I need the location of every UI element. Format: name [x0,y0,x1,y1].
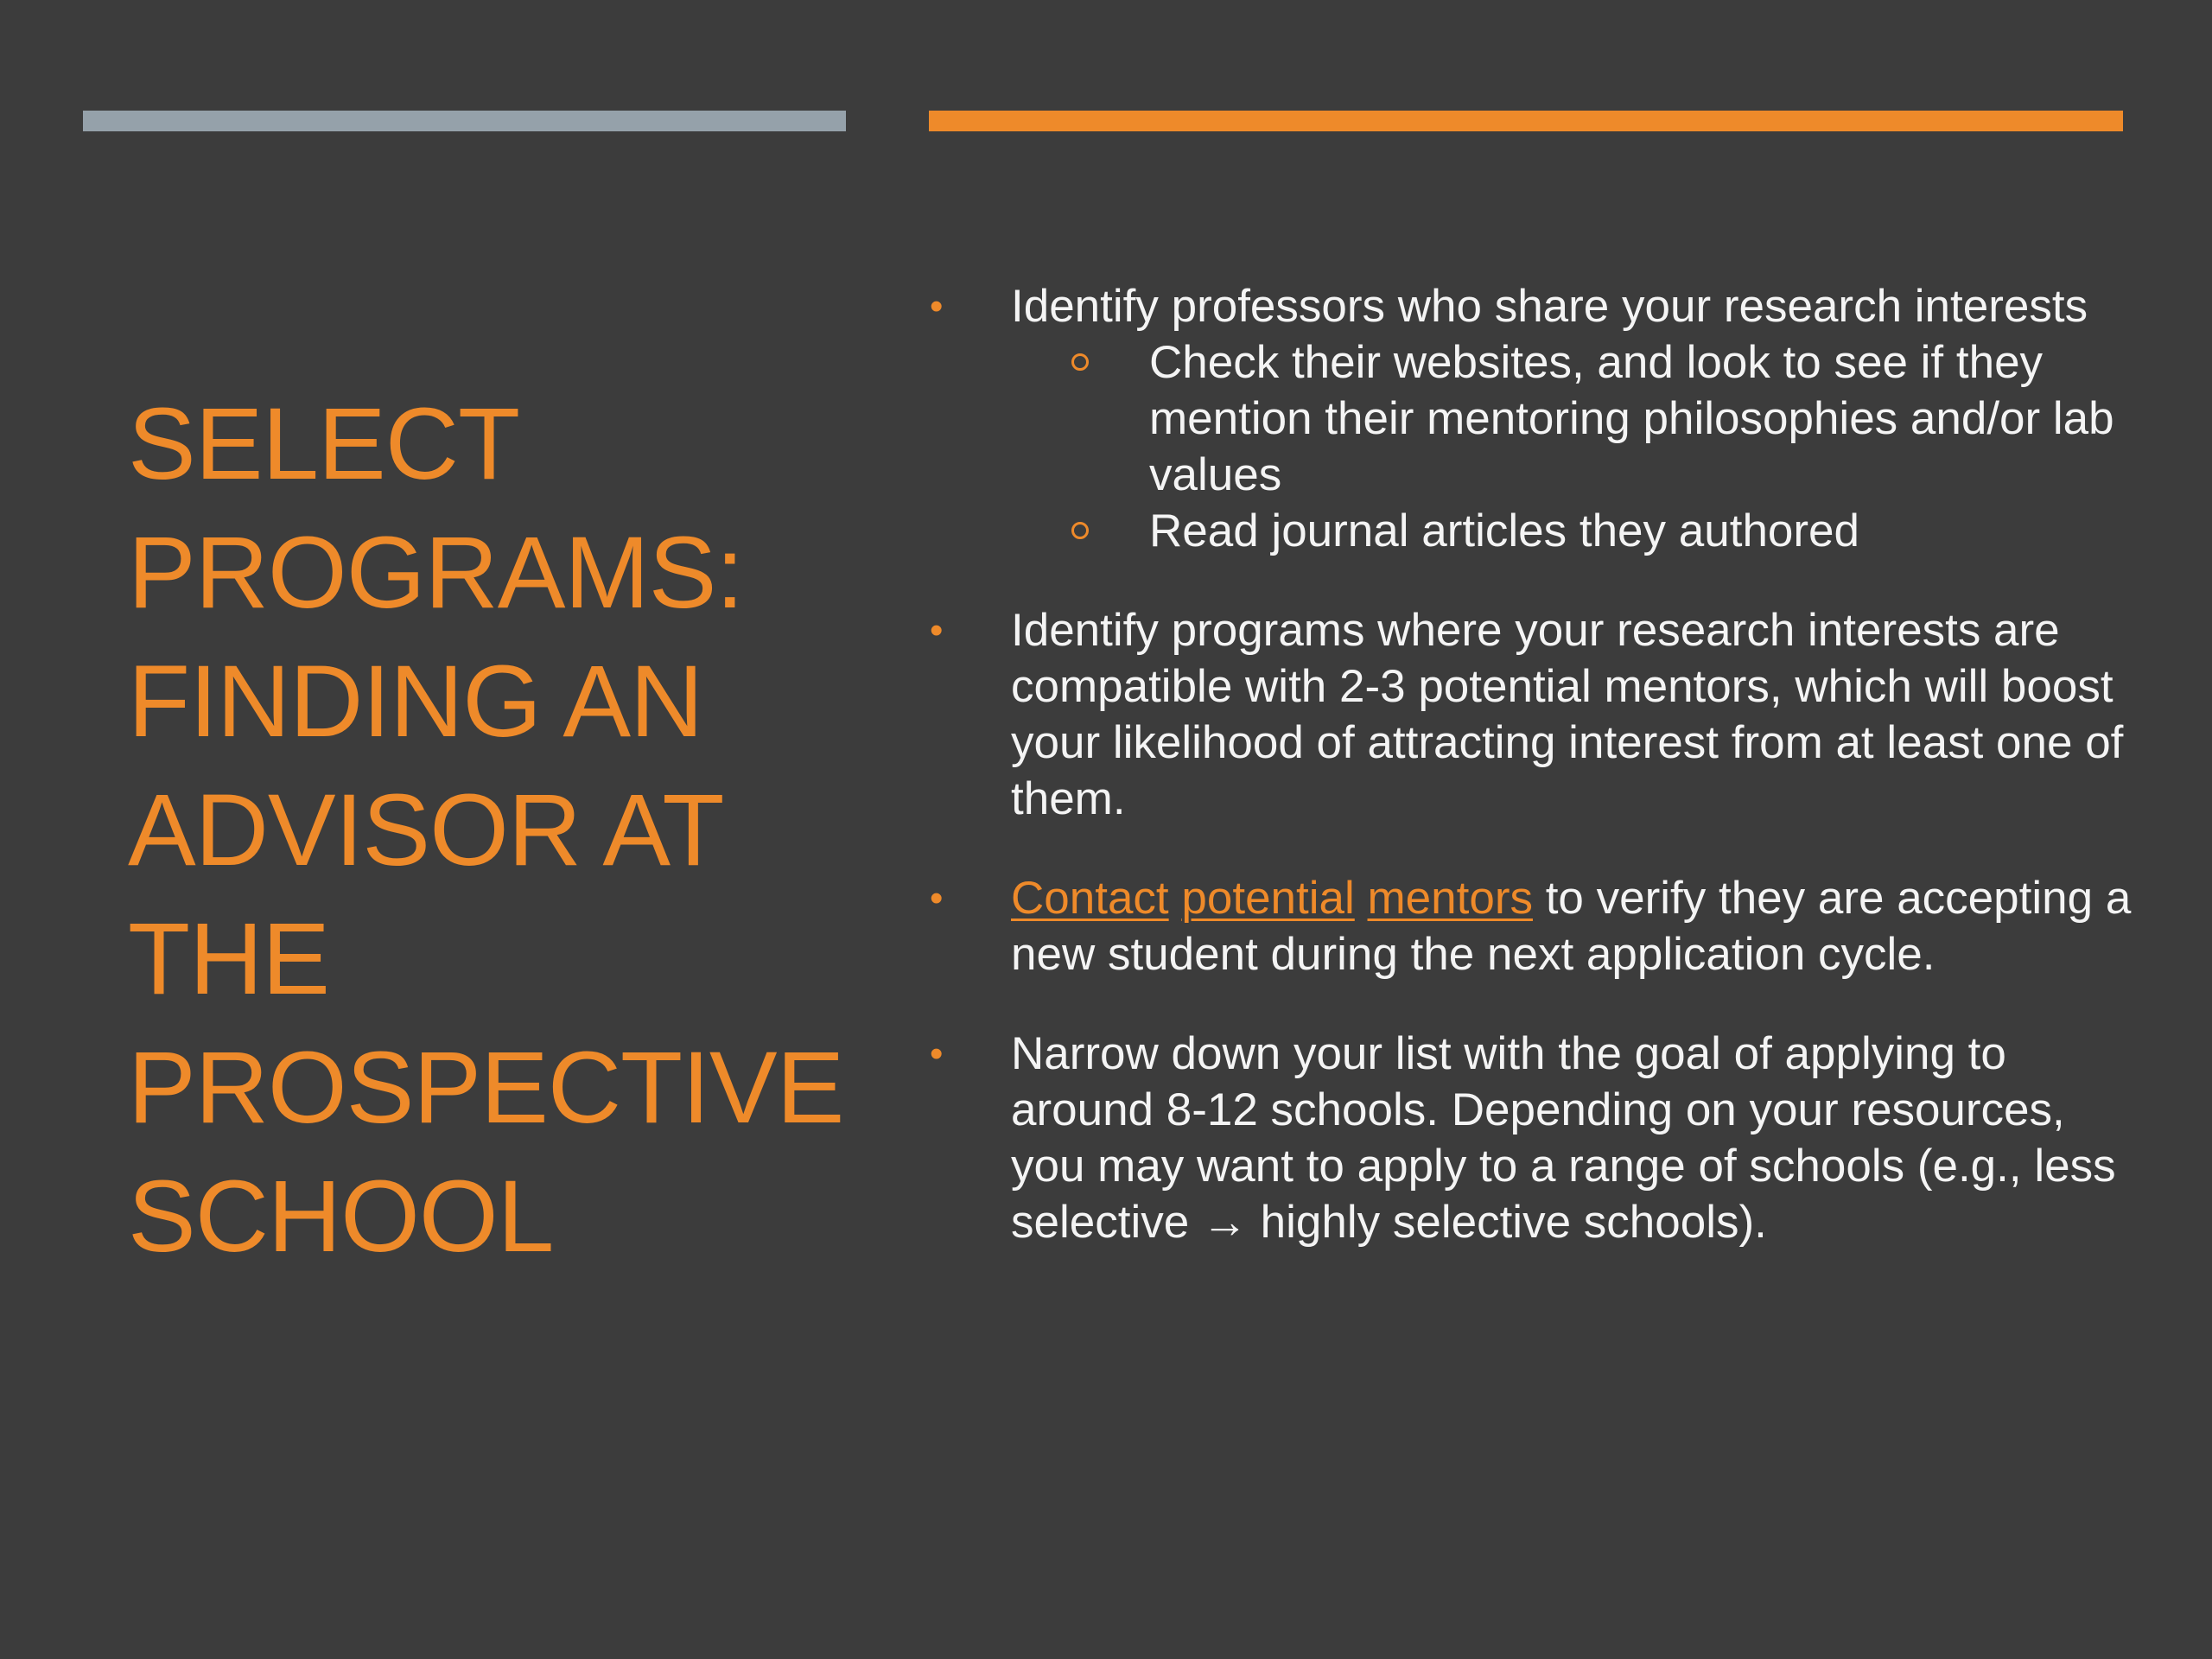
bullet-dot-icon: • [930,285,944,327]
title-line: PROGRAMS: [128,516,744,630]
title-line: SCHOOL [128,1160,554,1274]
bullet-list [923,278,2133,1250]
slide-title [128,380,854,1281]
contact-link[interactable]: Contact [1011,873,1169,924]
bullet-item-contact [923,870,2133,982]
bullet-text: Narrow down your list with the goal of applying to around 8-12 schools. Depending on your resources, you may want to apply to a range of schools (e.g., less selective → highly selective schools). [1011,1028,2116,1248]
ring-bullet-icon [1071,522,1089,539]
bullet-item-professors [923,278,2133,559]
bullet-dot-icon: • [930,877,944,919]
bullet-item-programs [923,602,2133,827]
sub-bullet-text: Check their websites, and look to see if they mention their mentoring philosophies and/or lab values [1149,337,2114,500]
sub-bullet-list [1011,334,2133,559]
sub-bullet-item-websites [1011,334,2133,503]
title-line: FINDING AN [128,645,703,759]
potential-link[interactable]: potential [1181,873,1355,924]
bullet-dot-icon: • [930,1033,944,1075]
title-line: SELECT [128,387,520,501]
title-line: ADVISOR AT [128,773,724,887]
title-accent-rule [83,111,846,131]
bullet-item-narrow-down [923,1026,2133,1250]
bullet-text: to verify they are accepting a new student during the next application cycle. [1011,873,2132,980]
title-line: PROSPECTIVE [128,1031,844,1145]
mentors-link[interactable]: mentors [1367,873,1533,924]
sub-bullet-text: Read journal articles they authored [1149,505,1859,556]
ring-bullet-icon [1071,353,1089,371]
bullet-dot-icon: • [930,609,944,652]
slide-content [923,278,2133,1294]
content-accent-rule [929,111,2123,131]
title-line: THE [128,902,329,1016]
bullet-text: Identify professors who share your research interests [1011,281,2088,332]
bullet-text: Identify programs where your research interests are compatible with 2-3 potential mentors, which will boost your likelihood of attracting interest from at least one of them. [1011,605,2124,824]
sub-bullet-item-articles [1011,503,2133,559]
